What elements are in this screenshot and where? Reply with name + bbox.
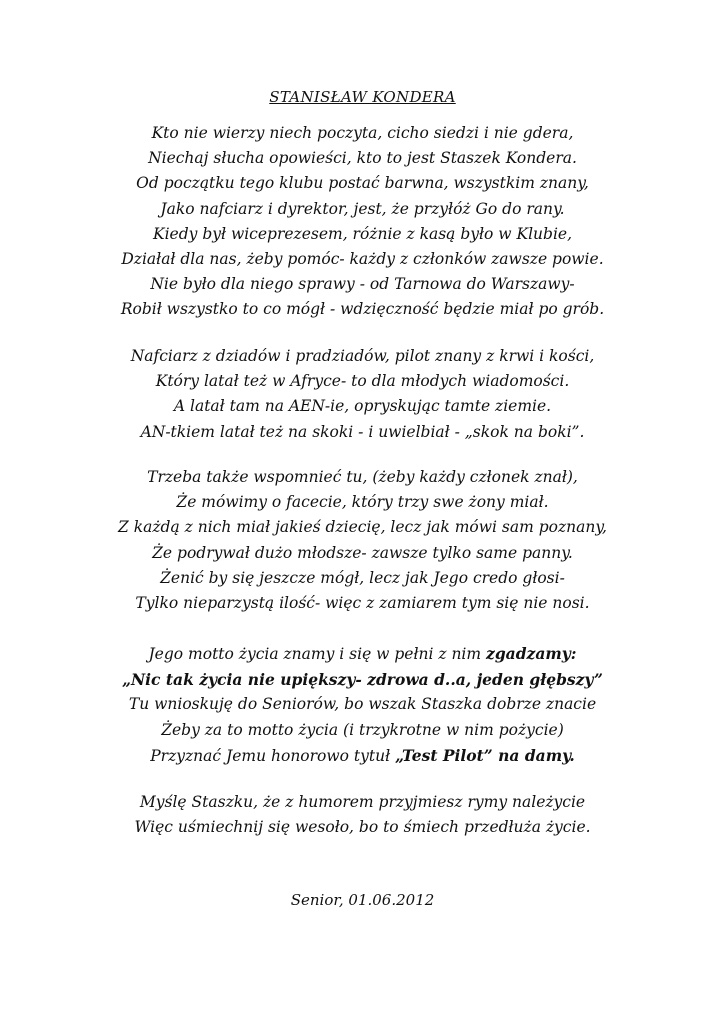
poem-line: A latał tam na AEN-ie, opryskując tamte ziemie. bbox=[173, 397, 552, 416]
poem-line: Z każdą z nich miał jakieś dziecię, lecz jak mówi sam poznany, bbox=[118, 518, 607, 537]
stanza-5 bbox=[0, 790, 725, 840]
poem-line: AN-tkiem latał też na skoki - i uwielbiał - „skok na boki”. bbox=[140, 422, 585, 441]
poem-line: Że podrywał dużo młodsze- zawsze tylko same panny. bbox=[152, 543, 573, 562]
poem-line: Tylko nieparzystą ilość- więc z zamiarem tym się nie nosi. bbox=[135, 594, 590, 613]
poem-line: Żenić by się jeszcze mógł, lecz jak Jego credo głosi- bbox=[160, 568, 565, 587]
poem-title: STANISŁAW KONDERA bbox=[269, 88, 456, 106]
stanza-4 bbox=[0, 641, 725, 769]
poem-line: Trzeba także wspomnieć tu, (żeby każdy członek znał), bbox=[147, 468, 578, 486]
poem-line: Kto nie wierzy niech poczyta, cicho siedzi i nie gdera, bbox=[151, 124, 574, 142]
motto-line: „Nic tak życia nie upiększy- zdrowa d..a, jeden głębszy” bbox=[122, 670, 603, 690]
poem-line: Kiedy był wiceprezesem, różnie z kasą było w Klubie, bbox=[153, 224, 572, 243]
poem-line: Od początku tego klubu postać barwna, wszystkim znany, bbox=[136, 174, 589, 193]
poem-line: Niechaj słucha opowieści, kto to jest Staszek Kondera. bbox=[148, 149, 577, 168]
poem-line bbox=[0, 641, 725, 667]
stanza-1 bbox=[0, 121, 725, 323]
poem-line-bold: zgadzamy: bbox=[486, 644, 577, 663]
poem-line: Robił wszystko to co mógł - wdzięczność będzie miał po grób. bbox=[120, 300, 605, 319]
poem-line: Nie było dla niego sprawy - od Tarnowa do Warszawy- bbox=[150, 275, 575, 294]
poem-line: Działał dla nas, żeby pomóc- każdy z członków zawsze powie. bbox=[121, 250, 604, 269]
stanza-3 bbox=[0, 465, 725, 616]
poem-line bbox=[0, 743, 725, 769]
poem-line: Który latał też w Afryce- to dla młodych wiadomości. bbox=[155, 372, 570, 391]
signature: Senior, 01.06.2012 bbox=[290, 891, 435, 909]
poem-line: Żeby za to motto życia (i trzykrotne w nim pożycie) bbox=[161, 720, 564, 739]
poem-line: Że mówimy o facecie, który trzy swe żony miał. bbox=[176, 493, 549, 512]
poem-line: Myślę Staszku, że z humorem przyjmiesz rymy należycie bbox=[139, 793, 586, 811]
poem-line-bold: „Test Pilot” na damy. bbox=[395, 745, 575, 765]
poem-line: Tu wnioskuję do Seniorów, bo wszak Staszka dobrze znacie bbox=[128, 695, 597, 714]
poem-line: Więc uśmiechnij się wesoło, bo to śmiech przedłuża życie. bbox=[134, 818, 591, 837]
poem-line: Jako nafciarz i dyrektor, jest, że przyłóż Go do rany. bbox=[160, 199, 565, 218]
poem-line: Nafciarz z dziadów i pradziadów, pilot znany z krwi i kości, bbox=[130, 347, 595, 365]
stanza-2 bbox=[0, 344, 725, 445]
poem-line-text: Przyznać Jemu honorowo tytuł bbox=[150, 746, 396, 765]
poem-line-text: Jego motto życia znamy i się w pełni z nim bbox=[148, 645, 487, 663]
